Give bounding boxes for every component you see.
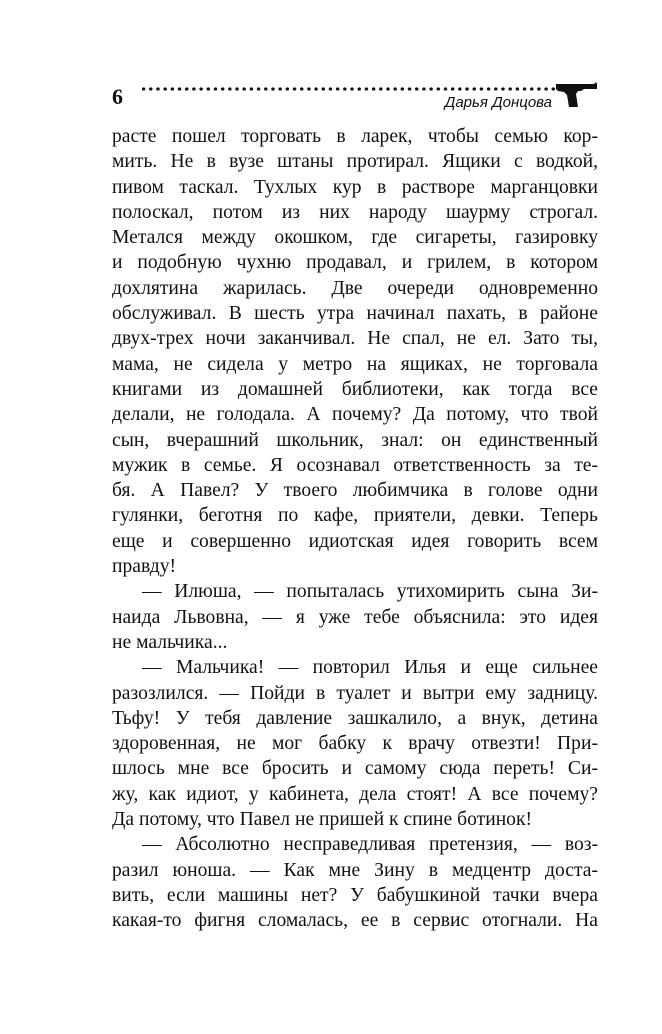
text-line: дохлятина жарилась. Две очереди одновременно — [112, 277, 598, 299]
text-line: разозлился. — Пойди в туалет и вытри ему задницу. — [112, 682, 598, 704]
text-line: Метался между окошком, где сигареты, газировку — [112, 227, 598, 249]
running-header — [112, 76, 598, 116]
text-line: — Абсолютно несправедливая претензия, — воз- — [142, 834, 598, 856]
text-line: книгами из домашней библиотеки, как тогда все — [112, 378, 598, 400]
text-line: еще и совершенно идиотская идея говорить всем — [112, 530, 598, 552]
text-line: вить, если машины нет? У бабушкиной тачки вчера — [112, 884, 598, 906]
dotted-rule — [140, 86, 560, 92]
text-line: здоровенная, не мог бабку к врачу отвезти! При- — [112, 733, 598, 755]
text-line: двух-трех ночи заканчивал. Не спал, не ел. Зато ты, — [112, 328, 598, 350]
text-line: — Мальчика! — повторил Илья и еще сильнее — [142, 657, 598, 679]
text-line: мама, не сидела у метро на ящиках, не торговала — [112, 353, 598, 375]
page-number: 6 — [112, 84, 123, 109]
text-line: шлось мне все бросить и самому сюда переть! Си- — [112, 758, 598, 780]
text-line: Да потому, что Павел не пришей к спине ботинок! — [112, 809, 533, 831]
text-line: разил юноша. — Как мне Зину в медцентр доста- — [112, 859, 598, 881]
text-line: наида Львовна, — я уже тебе объяснила: это идея — [112, 606, 598, 628]
text-line: бя. А Павел? У твоего любимчика в голове одни — [112, 480, 598, 502]
author-name: Дарья Донцова — [444, 94, 552, 111]
text-line: Тьфу! У тебя давление зашкалило, а внук, детина — [112, 707, 598, 729]
text-line: мить. Не в вузе штаны протирал. Ящики с водкой, — [112, 151, 598, 173]
text-line: делали, не голодала. А почему? Да потому, что твой — [112, 404, 598, 426]
text-line: — Илюша, — попыталась утихомирить сына Зи- — [142, 581, 598, 603]
text-line: обслуживал. В шесть утра начинал пахать, в районе — [112, 303, 598, 325]
text-line: и подобную чухню продавал, и грилем, в котором — [112, 252, 598, 274]
text-line: жу, как идиот, у кабинета, дела стоят! А все почему? — [112, 783, 598, 805]
text-line: полоскал, потом из них народу шаурму строгал. — [112, 201, 598, 223]
text-line: правду! — [112, 556, 177, 578]
text-line: расте пошел торговать в ларек, чтобы семью кор- — [112, 126, 598, 147]
text-line: гулянки, беготня по кафе, приятели, девки. Теперь — [112, 505, 598, 527]
text-line: сын, вчерашний школьник, знал: он единственный — [112, 429, 598, 451]
text-line: пивом таскал. Тухлых кур в растворе марганцовки — [112, 176, 598, 198]
text-line: не мальчика... — [112, 631, 228, 653]
revolver-icon — [554, 78, 598, 108]
body-text — [112, 124, 598, 934]
text-line: какая-то фигня сломалась, ее в сервис отогнали. На — [112, 910, 598, 932]
text-line: мужик в семье. Я осознавал ответственность за те- — [112, 454, 598, 476]
